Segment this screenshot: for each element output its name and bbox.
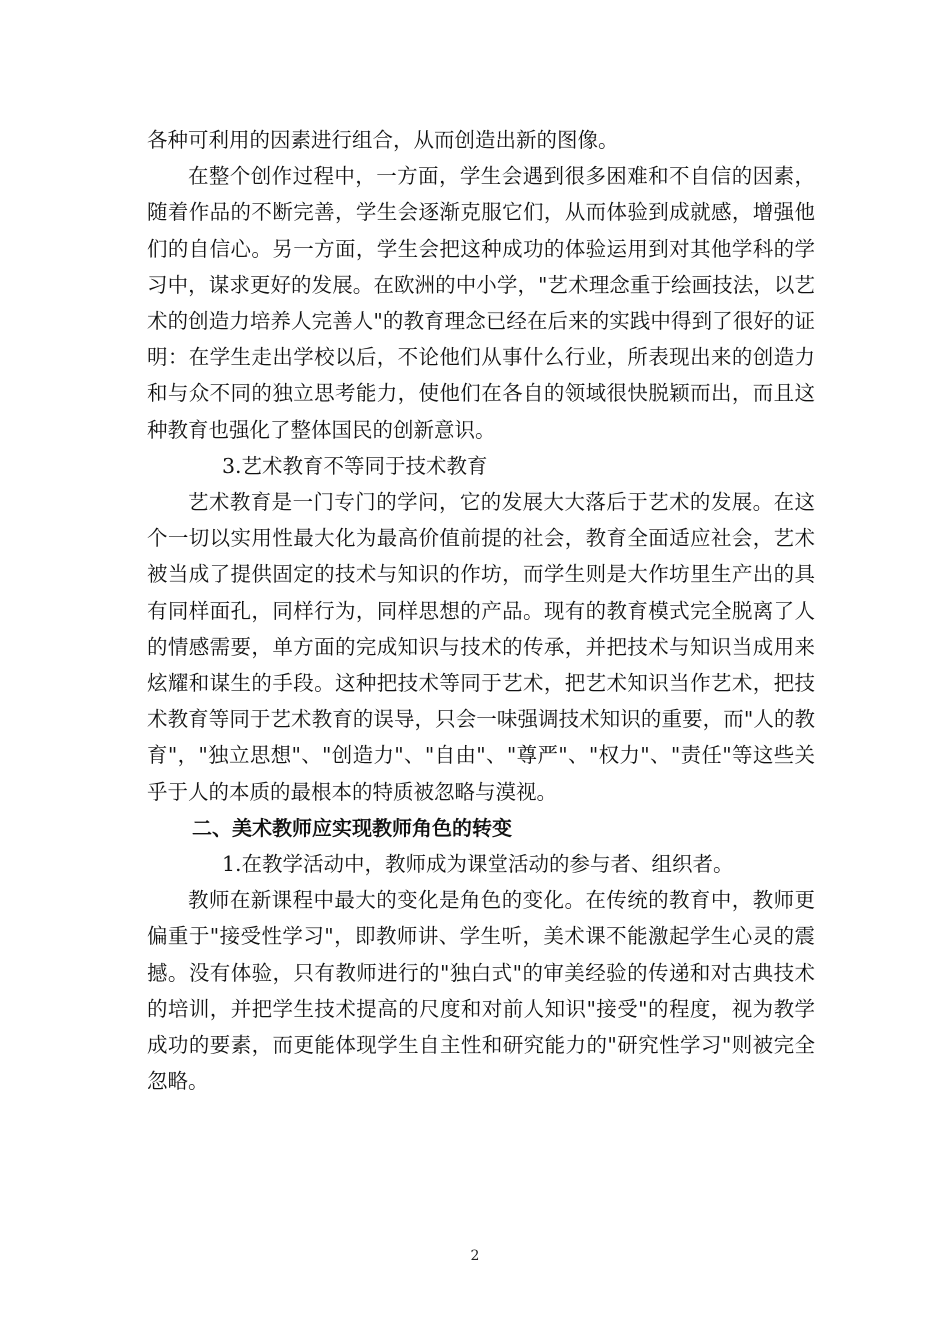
paragraph-art-education: 艺术教育是一门专门的学问，它的发展大大落后于艺术的发展。在这个一切以实用性最大化为最高价值前提的社会，教育全面适应社会，艺术被当成了提供固定的技术与知识的作坊，而学生则是大作坊里生产出的具有同样面孔，同样行为，同样思想的产品。现有的教育模式完全脱离了人的情感需要，单方面的完成知识与技术的传承，并把技术与知识当成用来炫耀和谋生的手段。这种把技术等同于艺术，把艺术知识当作艺术，把技术教育等同于艺术教育的误导，只会一味强调技术知识的重要，而"人的教育"，"独立思想"、"创造力"、"自由"、"尊严"、"权力"、"责任"等这些关乎于人的本质的最根本的特质被忽略与漠视。: [147, 490, 815, 804]
paragraph-teacher-change: 教师在新课程中最大的变化是角色的变化。在传统的教育中，教师更偏重于"接受性学习"，即教师讲、学生听，美术课不能激起学生心灵的震撼。没有体验，只有教师进行的"独白式"的审美经验的传递和对古典技术的培训，并把学生技术提高的尺度和对前人知识"接受"的程度，视为教学成功的要素，而更能体现学生自主性和研究能力的"研究性学习"则被完全忽略。: [147, 888, 815, 1094]
paragraph-continuation: 各种可利用的因素进行组合，从而创造出新的图像。: [147, 128, 619, 152]
page-number: 2: [470, 1248, 480, 1264]
paragraph-creative-process: 在整个创作过程中，一方面，学生会遇到很多困难和不自信的因素，随着作品的不断完善，学生会逐渐克服它们，从而体验到成就感，增强他们的自信心。另一方面，学生会把这种成功的体验运用到对其他学科的学习中，谋求更好的发展。在欧洲的中小学，"艺术理念重于绘画技法，以艺术的创造力培养人完善人"的教育理念已经在后来的实践中得到了很好的证明：在学生走出学校以后，不论他们从事什么行业，所表现出来的创造力和与众不同的独立思考能力，使他们在各自的领域很快脱颖而出，而且这种教育也强化了整体国民的创新意识。: [147, 164, 815, 442]
section-heading-teacher-role: 二、美术教师应实现教师角色的转变: [192, 815, 512, 840]
subheading-teacher-participant: 1.在教学活动中，教师成为课堂活动的参与者、组织者。: [222, 852, 734, 877]
document-body: [147, 122, 815, 1099]
subheading-art-vs-technique: 3.艺术教育不等同于技术教育: [222, 453, 488, 478]
